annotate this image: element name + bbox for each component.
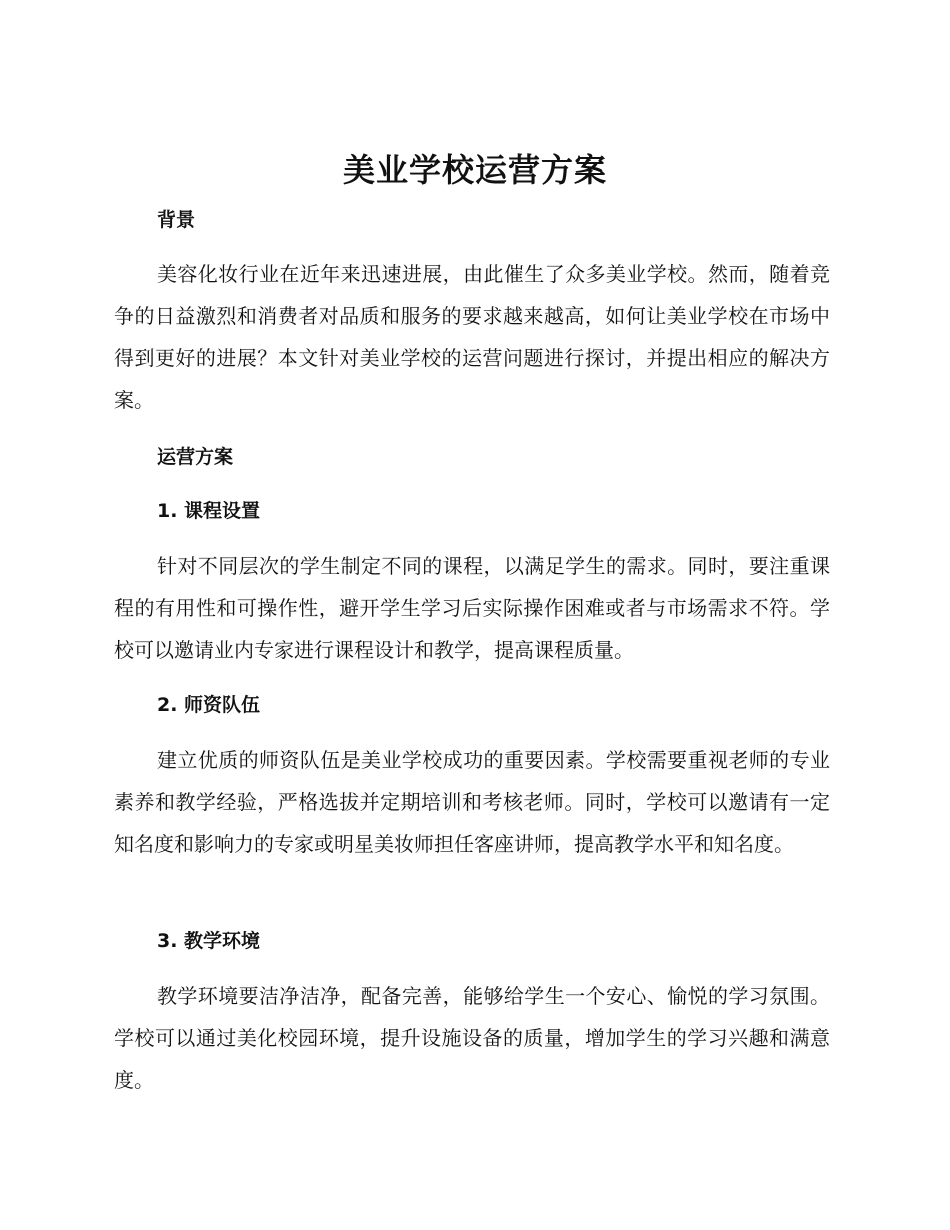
section-heading-teaching-environment: 3. 教学环境 [157,930,261,952]
section-body-curriculum: 针对不同层次的学生制定不同的课程，以满足学生的需求。同时，要注重课程的有用性和可操作性，避开学生学习后实际操作困难或者与市场需求不符。学校可以邀请业内专家进行课程设计和教学，提高课程质量。 [114,554,830,662]
section-heading-background: 背景 [157,209,196,231]
section-body-background: 美容化妆行业在近年来迅速进展，由此催生了众多美业学校。然而，随着竞争的日益激烈和消费者对品质和服务的要求越来越高，如何让美业学校在市场中得到更好的进展？本文针对美业学校的运营问题进行探讨，并提出相应的解决方案。 [114,262,830,412]
document-title: 美业学校运营方案 [342,151,607,189]
section-body-teaching-environment: 教学环境要洁净洁净，配备完善，能够给学生一个安心、愉悦的学习氛围。学校可以通过美化校园环境，提升设施设备的质量，增加学生的学习兴趣和满意度。 [114,984,830,1092]
section-body-faculty: 建立优质的师资队伍是美业学校成功的重要因素。学校需要重视老师的专业素养和教学经验，严格选拔并定期培训和考核老师。同时，学校可以邀请有一定知名度和影响力的专家或明星美妆师担任客座讲师，提高教学水平和知名度。 [114,748,830,856]
section-heading-curriculum: 1. 课程设置 [157,500,261,522]
section-heading-faculty: 2. 师资队伍 [157,694,261,716]
section-heading-operation-plan: 运营方案 [157,446,234,468]
